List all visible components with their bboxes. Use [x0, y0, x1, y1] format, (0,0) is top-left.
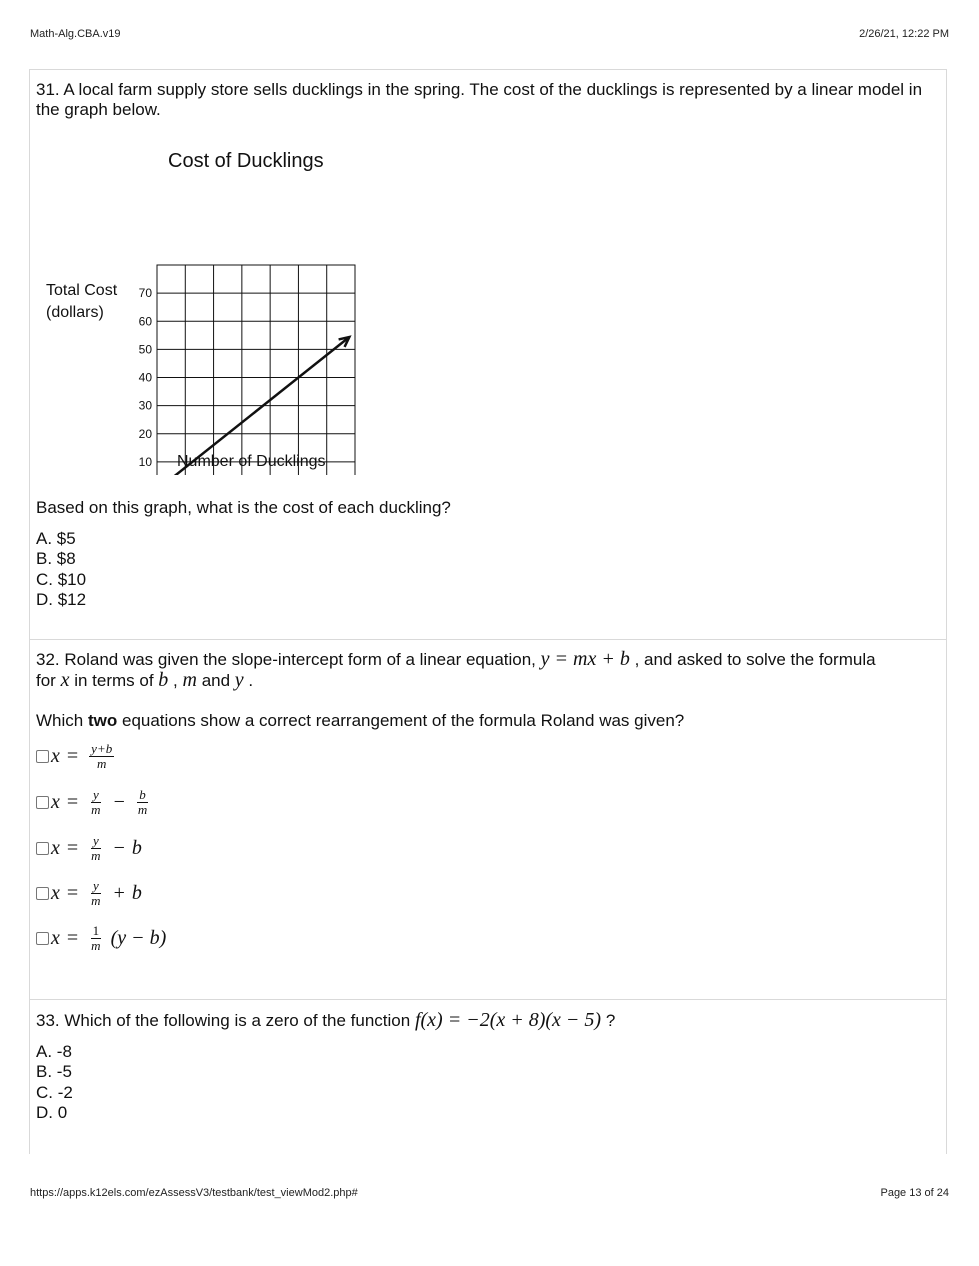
q31-text: 31. A local farm supply store sells ducklings in the spring. The cost of the ducklings is represented by a linear model in the graph below.	[36, 80, 923, 119]
q32-line2-c: and	[201, 671, 231, 690]
chart-ylabel-2: (dollars)	[46, 304, 104, 321]
q31-choice-d[interactable]: D. $12	[36, 589, 87, 609]
q32-option-3[interactable]	[36, 833, 142, 863]
opt2-fraction-1	[89, 788, 102, 817]
q32-prompt-b: equations show a correct rearrangement of the formula Roland was given?	[121, 711, 685, 730]
q31-choice-a[interactable]: A. $5	[36, 529, 76, 548]
opt5-lhs: x	[51, 926, 60, 949]
opt5-rest: (y − b)	[110, 926, 167, 949]
q32-option-3-eq	[51, 834, 142, 863]
q32-var-m: m	[182, 669, 197, 691]
q32-option-4[interactable]	[36, 878, 142, 908]
q32-intro-b: , and asked to solve the formula	[634, 650, 876, 669]
opt3-eq-sign: =	[66, 836, 79, 859]
opt3-lhs: x	[51, 836, 60, 859]
opt5-den: m	[91, 937, 101, 953]
opt4-fraction	[89, 879, 102, 908]
opt1-lhs: x	[51, 744, 60, 767]
chart-frame	[157, 265, 355, 475]
q32-var-y: y	[234, 669, 244, 691]
opt3-den: m	[91, 847, 101, 863]
opt2-eq-sign: =	[66, 790, 79, 813]
q32-checkbox-4[interactable]	[36, 887, 49, 900]
opt2-op: −	[113, 790, 125, 813]
q32-option-1[interactable]	[36, 741, 118, 771]
opt2-num2: b	[139, 786, 146, 802]
q31-choice-b[interactable]: B. $8	[36, 549, 76, 569]
chart-title: Cost of Ducklings	[168, 150, 324, 172]
question-divider	[30, 639, 946, 640]
header-timestamp: 2/26/21, 12:22 PM	[859, 28, 949, 40]
chart-ylabel-1: Total Cost	[46, 282, 118, 299]
opt2-lhs: x	[51, 790, 60, 813]
opt4-num: y	[92, 877, 99, 893]
footer-url: https://apps.k12els.com/ezAssessV3/testbank/test_viewMod2.php#	[30, 1187, 358, 1199]
opt3-op: −	[113, 836, 125, 859]
opt5-num: 1	[92, 922, 100, 938]
q32-intro-a: 32. Roland was given the slope-intercept form of a linear equation,	[36, 650, 536, 669]
chart-xlabel: Number of Ducklings	[177, 453, 326, 470]
opt5-fraction	[89, 924, 102, 953]
q32-option-5[interactable]	[36, 923, 166, 953]
opt1-eq-sign: =	[66, 744, 79, 767]
opt4-lhs: x	[51, 881, 60, 904]
q32-formula: y = mx + b	[540, 648, 630, 670]
opt2-fraction-2	[136, 788, 149, 817]
opt4-op: +	[113, 881, 125, 904]
q32-option-2[interactable]	[36, 787, 153, 817]
q31-choice-c[interactable]: C. $10	[36, 569, 87, 589]
q32-checkbox-1[interactable]	[36, 750, 49, 763]
opt1-fraction	[89, 742, 114, 771]
opt5-eq-sign: =	[66, 926, 79, 949]
q33-choice-b[interactable]: B. -5	[36, 1062, 72, 1082]
q33-choice-a[interactable]: A. -8	[36, 1042, 72, 1061]
chart-ytick-label: 20	[138, 426, 152, 441]
q31-choices	[36, 529, 86, 610]
opt4-den: m	[91, 892, 101, 908]
q32-option-4-eq	[51, 879, 142, 908]
question-divider	[30, 999, 946, 1000]
opt1-den: m	[97, 755, 107, 771]
opt2-num1: y	[92, 786, 99, 802]
q33-stem: 33. Which of the following is a zero of the function	[36, 1011, 411, 1030]
q31-prompt: Based on this graph, what is the cost of each duckling?	[36, 498, 451, 517]
opt2-den1: m	[91, 801, 101, 817]
q33-choice-c[interactable]: C. -2	[36, 1082, 73, 1102]
opt4-rest: b	[131, 881, 142, 904]
q33-text	[36, 1010, 936, 1031]
q32-prompt-a: Which	[36, 711, 84, 730]
q32-option-5-eq	[51, 924, 166, 953]
q32-line2-d: .	[248, 671, 254, 690]
question-sheet	[29, 69, 947, 1154]
q33-end: ?	[605, 1011, 616, 1030]
q33-formula: f(x) = −2(x + 8)(x − 5)	[414, 1009, 602, 1031]
footer-page-number: Page 13 of 24	[880, 1187, 949, 1199]
duckling-cost-chart	[30, 140, 390, 475]
q32-checkbox-2[interactable]	[36, 796, 49, 809]
q32-line2-b: in terms of	[74, 671, 154, 690]
q32-line2-a: for	[36, 671, 56, 690]
q32-prompt	[36, 711, 936, 731]
header-title: Math-Alg.CBA.v19	[30, 28, 121, 40]
q32-var-x: x	[60, 669, 70, 691]
q33-choices	[36, 1042, 73, 1123]
chart-ytick-label: 30	[138, 398, 152, 413]
chart-ytick-label: 60	[138, 314, 152, 329]
q32-prompt-bold: two	[87, 711, 118, 730]
opt3-rest: b	[131, 836, 142, 859]
q32-checkbox-3[interactable]	[36, 842, 49, 855]
opt1-num: y+b	[91, 740, 113, 756]
chart-ytick-label: 50	[138, 342, 152, 357]
q33-choice-d[interactable]: D. 0	[36, 1102, 68, 1122]
q32-option-2-eq	[51, 788, 153, 817]
q32-text	[36, 649, 936, 691]
q32-sep: ,	[173, 671, 178, 690]
chart-ytick-label: 10	[138, 454, 152, 469]
opt2-den2: m	[137, 801, 148, 817]
chart-ytick-label: 40	[138, 370, 152, 385]
chart-ytick-label: 70	[138, 286, 152, 301]
q32-option-1-eq	[51, 742, 118, 771]
q32-checkbox-5[interactable]	[36, 932, 49, 945]
opt3-num: y	[92, 832, 99, 848]
opt3-fraction	[89, 834, 102, 863]
q32-var-b: b	[158, 669, 169, 691]
opt4-eq-sign: =	[66, 881, 79, 904]
